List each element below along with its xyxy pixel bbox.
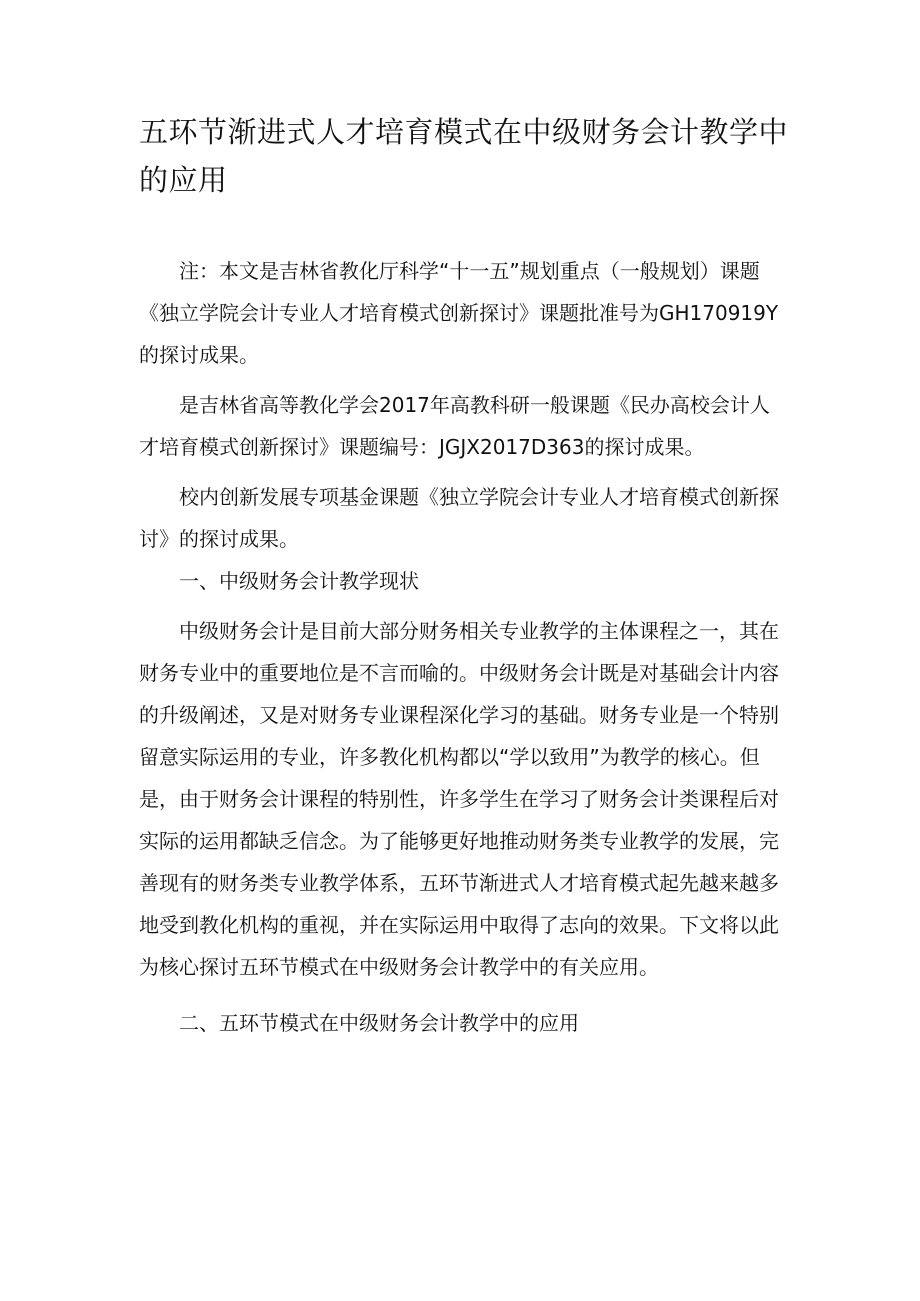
note-paragraph-2: 是吉林省高等教化学会2017年高教科研一般课题《民办高校会计人才培育模式创新探讨》课题编号：JGJX2017D363的探讨成果。	[139, 393, 770, 459]
note-paragraph-1: 注：本文是吉林省教化厅科学“十一五”规划重点（一般规划）课题《独立学院会计专业人才培育模式创新探讨》课题批准号为GH170919Y的探讨成果。	[139, 259, 779, 367]
section-2-heading: 二、五环节模式在中级财务会计教学中的应用	[179, 1011, 579, 1035]
document-title: 五环节渐进式人才培育模式在中级财务会计教学中的应用	[139, 115, 789, 197]
section-1-heading: 一、中级财务会计教学现状	[179, 569, 419, 593]
note-paragraph-3: 校内创新发展专项基金课题《独立学院会计专业人才培育模式创新探讨》的探讨成果。	[139, 485, 779, 551]
section-1-paragraph: 中级财务会计是目前大部分财务相关专业教学的主体课程之一，其在财务专业中的重要地位是不言而喻的。中级财务会计既是对基础会计内容的升级阐述，又是对财务专业课程深化学习的基础。财务专业是一个特别留意实际运用的专业，许多教化机构都以“学以致用”为教学的核心。但是，由于财务会计课程的特别性，许多学生在学习了财务会计类课程后对实际的运用都缺乏信念。为了能够更好地推动财务类专业教学的发展，完善现有的财务类专业教学体系，五环节渐进式人才培育模式起先越来越多地受到教化机构的重视，并在实际运用中取得了志向的效果。下文将以此为核心探讨五环节模式在中级财务会计教学中的有关应用。	[139, 619, 779, 979]
document-body	[139, 250, 789, 1044]
